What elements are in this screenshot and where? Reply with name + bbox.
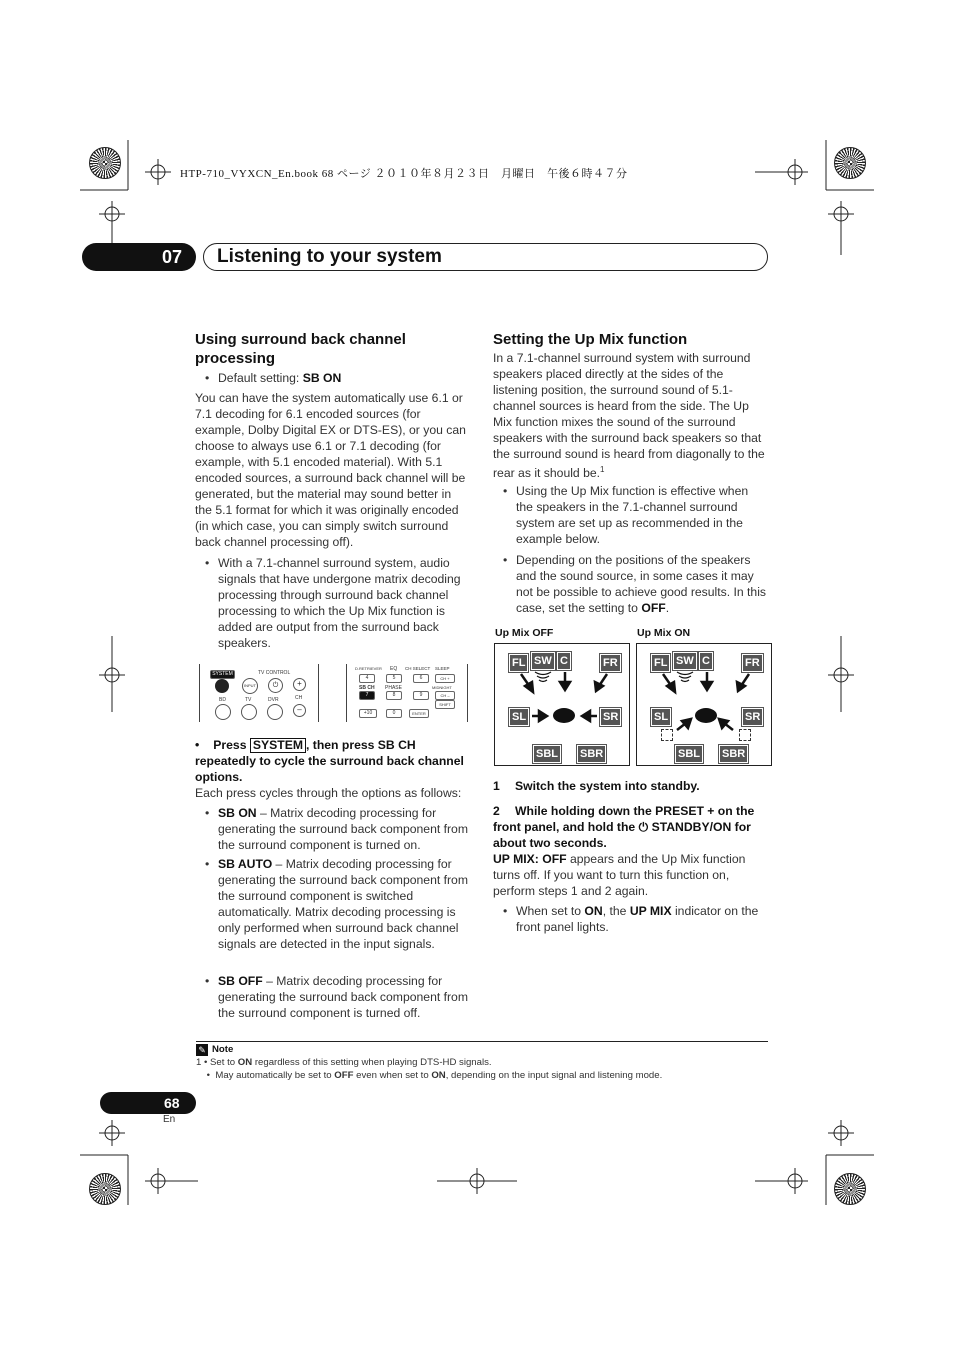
power-icon[interactable]: ⏻ bbox=[268, 678, 283, 693]
speaker-sr-on: SR bbox=[742, 708, 763, 726]
press-suffix: , then press SB CH repeatedly to cycle the surround back channel options. bbox=[195, 738, 464, 784]
note-line-1-post: regardless of this setting when playing DTS-HD signals. bbox=[252, 1057, 492, 1068]
section-heading-surround-back: Using surround back channel processing bbox=[195, 331, 406, 367]
key-0[interactable]: 0 bbox=[386, 709, 402, 718]
note-line-2-bold-1: OFF bbox=[334, 1070, 354, 1081]
speaker-sbr: SBR bbox=[577, 745, 606, 763]
sleep-label: SLEEP bbox=[435, 666, 450, 671]
note-line-1-bold: ON bbox=[237, 1057, 253, 1068]
page-language: En bbox=[163, 1114, 176, 1125]
speaker-fl-on: FL bbox=[651, 654, 670, 672]
speaker-c: C bbox=[557, 652, 571, 670]
speaker-sbl-on: SBL bbox=[675, 745, 703, 763]
sb-ch-key-7[interactable]: 7 bbox=[359, 691, 375, 700]
sb-ch-label: SB CH bbox=[359, 685, 375, 691]
chapter-number: 07 bbox=[162, 247, 183, 267]
note-line-1 bbox=[196, 1056, 492, 1069]
speaker-c-on: C bbox=[699, 652, 713, 670]
system-key-label: SYSTEM bbox=[250, 738, 306, 753]
section-heading-up-mix: Setting the Up Mix function bbox=[493, 331, 688, 348]
speaker-sbr-on: SBR bbox=[719, 745, 748, 763]
bd-button[interactable] bbox=[215, 704, 231, 720]
speaker-sl: SL bbox=[509, 708, 529, 726]
press-bullet: • bbox=[195, 738, 200, 752]
up-mix-indicator-bullet bbox=[516, 903, 768, 935]
ch-minus-button[interactable]: – bbox=[293, 704, 306, 717]
speaker-sl-on: SL bbox=[651, 708, 671, 726]
indicator-text-2: , the bbox=[602, 904, 630, 918]
up-mix-off-result-text: appears and the Up Mix function turns off. If you want to turn this function on, perform steps 1 and 2 again. bbox=[493, 852, 746, 898]
chapter-number-badge bbox=[82, 243, 196, 271]
speaker-sw: SW bbox=[531, 652, 555, 670]
surround-back-bullet: • With a 7.1-channel surround system, audio signals that have undergone matrix decoding processing through surround back channel processing to which the Up Mix function is added are output from the surround back speakers. bbox=[218, 555, 470, 651]
up-mix-off-word: OFF bbox=[641, 601, 666, 615]
up-mix-bullet-position-end: . bbox=[665, 601, 670, 615]
chapter-title: Listening to your system bbox=[203, 243, 768, 271]
key-9[interactable]: 9 bbox=[413, 691, 429, 700]
footnote-ref-1: 1 bbox=[600, 465, 605, 474]
up-mix-on-diagram bbox=[636, 643, 772, 766]
ch-minus-key[interactable]: CH – bbox=[435, 691, 455, 700]
input-button[interactable] bbox=[242, 678, 258, 694]
note-line-2-bold-2: ON bbox=[431, 1070, 446, 1081]
surround-back-paragraph: You can have the system automatically use 6.1 or 7.1 decoding for 6.1 encoded sources (for example, Dolby Digital EX or DTS-ES), or you can choose to always use 6.1 or 7.1 decoding (for example, with 5.1 encoded material). With 5.1 encoded sources, a surround back channel will be generated, but the material may sound better in the 5.1 format for which it was originally encoded (in which case, you can simply switch surround back channel processing off). bbox=[195, 391, 466, 549]
up-mix-off-display: UP MIX: OFF bbox=[493, 852, 567, 866]
up-mix-off-diagram bbox=[494, 643, 630, 766]
ch-label: CH bbox=[295, 695, 303, 701]
note-title: Note bbox=[212, 1044, 234, 1055]
indicator-text-1: When set to bbox=[516, 904, 585, 918]
step-2-text: While holding down the PRESET + on the front panel, and hold the ⏻ STANDBY/ON for about two seconds. bbox=[493, 804, 755, 850]
up-mix-paragraph bbox=[493, 350, 767, 481]
dvr-button[interactable] bbox=[267, 704, 283, 720]
note-divider bbox=[196, 1041, 768, 1042]
up-mix-paragraph-text: In a 7.1-channel surround system with surround speakers placed directly at the sides of the listening position, the surround sound of 5.1-channel sources is heard from the side. The Up Mix function mixes the sound of the surround speakers with the surround back speakers so that the surround sound is heard from diagonally to the rear as it should be. bbox=[493, 351, 765, 481]
note-icon: ✎ bbox=[196, 1044, 208, 1056]
input-label: INPUT bbox=[244, 683, 256, 688]
system-button-round[interactable] bbox=[215, 679, 229, 693]
note-line-1-pre: 1 • Set to bbox=[196, 1057, 238, 1068]
remote-illustration-right bbox=[346, 664, 468, 722]
indicator-text-3: indicator on the front panel lights. bbox=[516, 904, 759, 934]
key-6[interactable]: 6 bbox=[413, 674, 429, 683]
up-mix-off-result bbox=[493, 851, 771, 899]
default-setting-label: Default setting: bbox=[218, 371, 303, 385]
speaker-sr: SR bbox=[600, 708, 621, 726]
option-sb-off-name: SB OFF bbox=[218, 974, 263, 988]
ch-plus-button[interactable]: + bbox=[293, 678, 306, 691]
speaker-sw-on: SW bbox=[673, 652, 697, 670]
step-2 bbox=[493, 803, 771, 851]
option-sb-off-desc: – Matrix decoding processing for generating the surround back component from the surround component is turned off. bbox=[218, 974, 468, 1020]
step-2-number: 2 bbox=[493, 804, 500, 818]
up-mix-bullet-position-text: Depending on the positions of the speakers and the sound source, in some cases it may not be possible to achieve good results. In this case, set the setting to bbox=[516, 553, 766, 615]
up-mix-bullet-position bbox=[516, 552, 770, 616]
page-number-badge bbox=[100, 1092, 196, 1114]
speaker-fl: FL bbox=[509, 654, 528, 672]
eq-label: EQ bbox=[390, 666, 398, 672]
arrows-off bbox=[495, 644, 629, 765]
cycle-options-text: Each press cycles through the options as follows: bbox=[195, 786, 462, 800]
press-system-instruction bbox=[195, 737, 470, 785]
print-header-meta: HTP-710_VYXCN_En.book 68 ページ ２０１０年８月２３日 月曜日 午後６時４７分 bbox=[180, 168, 628, 180]
remote-illustration-left bbox=[199, 664, 319, 722]
option-sb-off bbox=[218, 973, 472, 1021]
indicator-on-word: ON bbox=[584, 904, 603, 918]
option-sb-auto bbox=[218, 856, 470, 952]
note-line-2 bbox=[196, 1069, 662, 1082]
ch-plus-key[interactable]: CH + bbox=[435, 674, 455, 683]
option-sb-on bbox=[218, 805, 470, 853]
default-setting-value: SB ON bbox=[302, 371, 342, 385]
press-prefix: Press bbox=[213, 738, 250, 752]
tv-button[interactable] bbox=[241, 704, 257, 720]
note-line-2-pre: • May automatically be set to bbox=[196, 1070, 335, 1081]
shift-key[interactable]: SHIFT bbox=[435, 700, 455, 709]
enter-key[interactable]: ENTER bbox=[409, 709, 429, 718]
option-sb-on-name: SB ON bbox=[218, 806, 257, 820]
key-8[interactable]: 8 bbox=[386, 691, 402, 700]
up-mix-bullet-effective: • Using the Up Mix function is effective when the speakers in the 7.1-channel surround system are set up as recommended in the example below. bbox=[516, 483, 768, 547]
note-line-2-post: , depending on the input signal and listening mode. bbox=[445, 1070, 663, 1081]
system-button[interactable]: SYSTEM bbox=[210, 670, 235, 679]
ch-select-label: CH SELECT bbox=[405, 666, 431, 671]
option-sb-on-desc: – Matrix decoding processing for generating the surround back component from the surround component is turned on. bbox=[218, 806, 468, 852]
key-5[interactable]: 5 bbox=[386, 674, 402, 683]
tv-label: TV bbox=[245, 697, 252, 703]
step-1-text: Switch the system into standby. bbox=[515, 779, 700, 793]
midnight-label: MIDNIGHT bbox=[432, 685, 452, 690]
option-sb-auto-name: SB AUTO bbox=[218, 857, 273, 871]
option-sb-auto-desc: – Matrix decoding processing for generating the surround back component from the surround component is switched automatically. Matrix decoding processing is only performed when surround back channel signals are detected in the input signals. bbox=[218, 857, 468, 951]
dvr-label: DVR bbox=[268, 697, 279, 703]
speaker-sbl: SBL bbox=[533, 745, 561, 763]
arrows-on bbox=[637, 644, 771, 765]
speaker-fr: FR bbox=[600, 654, 621, 672]
phase-label: PHASE bbox=[385, 685, 402, 691]
speaker-fr-on: FR bbox=[742, 654, 763, 672]
d-retriever-label: D.RETRIEVER bbox=[355, 666, 382, 671]
default-setting-bullet bbox=[218, 370, 468, 386]
bd-label: BD bbox=[219, 697, 226, 703]
step-1-number: 1 bbox=[493, 779, 500, 793]
diagram-on-label: Up Mix ON bbox=[637, 627, 691, 639]
step-1 bbox=[493, 778, 768, 794]
diagram-off-label: Up Mix OFF bbox=[495, 627, 554, 639]
tv-control-label: TV CONTROL bbox=[258, 670, 291, 676]
indicator-up-mix-word: UP MIX bbox=[629, 904, 672, 918]
key-plus10[interactable]: +10 bbox=[359, 709, 377, 718]
key-4[interactable]: 4 bbox=[359, 674, 375, 683]
page-number: 68 bbox=[164, 1095, 180, 1111]
note-line-2-mid: even when set to bbox=[353, 1070, 432, 1081]
